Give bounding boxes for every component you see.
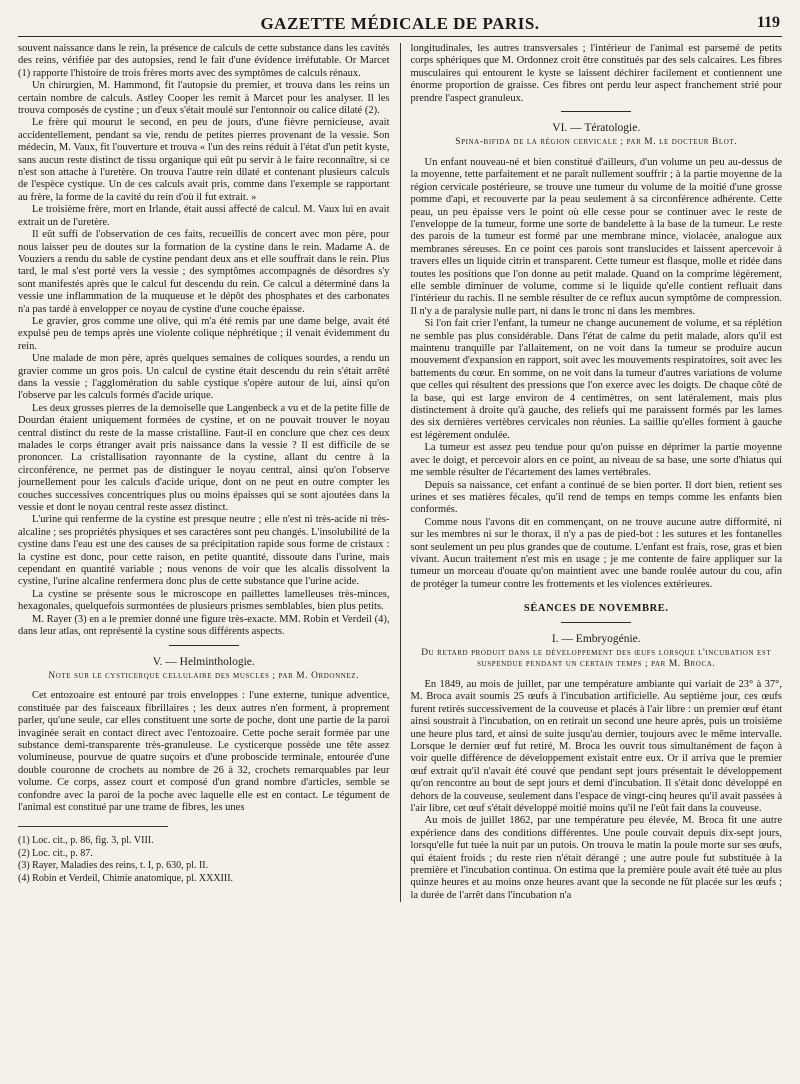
paragraph: Un chirurgien, M. Hammond, fit l'autopsie du premier, et trouva dans les reins un certain nombre de calculs. Astley Cooper les remit à Marcet pour les analyser. Il les trouva composés de cystine ; un d'eux s'était moulé sur l'entonnoir ou calice dilaté (2). [18, 80, 390, 117]
right-column [400, 43, 783, 902]
section-heading: VI. — Tératologie. [552, 122, 641, 135]
paragraph: Si l'on fait crier l'enfant, la tumeur ne change aucunement de volume, et sa réplétion ne semble pas plus considérable. Dans l'état de calme du petit malade, alors qu'il est maintenu tranquille par l'allaitement, on ne voit dans la tumeur se produire aucun mouvement d'expansion en rapport, soit avec les mouvements respiratoires, soit avec les battements du cœur. En somme, on ne voit dans la tumeur d'autres variations de volume que celles qui résultent des pressions que l'on exerce avec les doigts. De chaque côté de la base, qui est large environ de 4 centimètres, on sent latéralement, mais plus distinctement à droite qu'à gauche, des reliefs qui me paraissent formés par les lames des six dernières vertèbres cervicales non réunies. La saillie qu'elles forment à gauche est légèrement ondulée. [410, 318, 782, 441]
paragraph: Le frère qui mourut le second, en peu de jours, d'une fièvre pernicieuse, avait accidentellement, pendant sa vie, rendu de petites pierres provenant de la vessie. Son médecin, M. Vaux, fit l'ouverture et trouva « l'un des reins réduit à l'état d'un petit kyste, sans aucun reste distinct de tissu organique qui eût pu servir à le faire reconnaître, si ce n'est son attache à l'uretère. On trouva l'autre rein dilaté et contenant plusieurs calculs de l'espèce cystique. Un de ces calculs avait pris, comme dans l'exemple se rapportant au frère, la forme de la cavité du rein d'où il fut extrait. » [18, 117, 390, 203]
footnote: (1) Loc. cit., p. 86, fig. 3, pl. VIII. [18, 835, 154, 847]
section-heading: V. — Helminthologie. [152, 655, 255, 668]
page-header [18, 12, 782, 37]
paragraph: La cystine se présente sous le microscope en paillettes lamelleuses très-minces, hexagonales, quelquefois surmontées de plusieurs prismes semblables, bien plus petits. [18, 588, 390, 613]
section-divider [561, 622, 631, 623]
page-number: 119 [756, 14, 780, 31]
two-column-body [18, 43, 782, 902]
paragraph: L'urine qui renferme de la cystine est presque neutre ; elle n'est ni très-acide ni très-alcaline ; ses propriétés physiques et ses caractères sont peu changés. L'insolubilité de la cystine dans l'eau est une des causes de sa précipitation rapide sous forme de cristaux : la cystine est donc, pour cette raison, en petite quantité, dissoute dans l'urine, mais cependant en quantité variable ; nous venons de voir que les alcalis dissolvent la cystine, l'urine alcaline renfermera donc plus de cette substance que l'urine acide. [18, 514, 390, 588]
paragraph: Une malade de mon père, après quelques semaines de coliques sourdes, a rendu un gravier comme un gros pois. Un calcul de cystine était descendu du rein s'était arrêté dans la vessie ; l'agglomération du sable cystique s'opère autour de lui, ainsi qu'on l'observe par les calculs formés d'acide urique. [18, 353, 390, 402]
article-title: Du retard produit dans le développement des œufs lorsque l'incubation est suspendue pendant un certain temps ; par M. Broca. [421, 647, 772, 670]
paragraph: Les deux grosses pierres de la demoiselle que Langenbeck a vu et de la petite fille de Dourdan étaient uniquement formées de cystine, et on ne pouvait trouver le noyau central distinct du reste de la masse cristalline. Faut-il en conclure que chez ces deux malades le corps étranger avait pris naissance dans la vessie ? Il est difficile de se prononcer. La cristallisation rayonnante de la cystine, allant du centre à la circonférence, ne permet pas de distinguer le noyau central, ainsi qu'on l'observe journellement pour les calculs d'acide urique, dont on ne peut en outre compter les couches successives concentriques plus ou moins épaisses qui se sont ajoutées dans la vessie et dont le noyau central reste assez distinct. [18, 402, 390, 514]
section-heading: I. — Embryogénie. [551, 632, 641, 645]
paragraph: Un enfant nouveau-né et bien constitué d'ailleurs, d'un volume un peu au-dessus de la moyenne, tette parfaitement et ne paraît nullement souffrir ; à la partie moyenne de la région cervicale postérieure, se trouve une tumeur du volume de la moitié d'une grosse pomme d'api, et recouverte par la peau seulement à sa circonférence adhérente. Cette peau, un peu épaisse vers le point où elle cesse pour se continuer avec le reste de l'enveloppe de la tumeur, forme une sorte de bandelette à la base de la tumeur. Le reste des parois de la tumeur est formé par une membrane mince, violacée, analogue aux membranes séreuses. En ce point ces parois sont translucides et laissent apercevoir à travers elles un liquide citrin et transparent. Cette tumeur est flasque, molle et ridée dans toutes les positions que l'on donne au petit malade. Quand on la comprime légèrement, elle semble diminuer de volume, comme si le liquide qu'elle contient refluait dans l'intérieur du rachis. Il ne semble résulter de ce reflux aucun symptôme de compression. Il n'y a de paralysie nulle part, ni dans le tronc ni dans les membres. [410, 156, 782, 317]
paragraph: Au mois de juillet 1862, par une température peu élevée, M. Broca fit une autre expérience dans des conditions différentes. Une poule couvait depuis dix-sept jours, lorsqu'elle fut tuée la nuit par un putois. On trouva le matin la poule morte sur ses œufs, qui étaient froids ; du reste rien n'était dérangé ; une autre poule fut substituée à la première et l'incubation continua. On estima que la première poule avait été tuée au plus quinze heures et au moins onze heures avant que la seconde ne fût placée sur les œufs ; la durée de l'arrêt dans l'incubation n'a [410, 815, 782, 901]
article-title: Note sur le cysticerque cellulaire des muscles ; par M. Ordonnez. [48, 670, 360, 681]
paragraph: Le gravier, gros comme une olive, qui m'a été remis par une dame belge, avait été expulsé peu de temps après une violente colique néphrétique ; il venait évidemment du rein. [18, 315, 390, 352]
footnote: (2) Loc. cit., p. 87. [18, 847, 93, 859]
journal-title: GAZETTE MÉDICALE DE PARIS. [260, 14, 540, 33]
paragraph: souvent naissance dans le rein, la présence de calculs de cette substance dans les cavités des reins, vérifiée par des autopsies, rend le fait d'une évidence irréfutable. Or Marcet (1) rapporte l'histoire de trois frères morts avec des symptômes de calculs rénaux. [18, 43, 390, 79]
paragraph: Comme nous l'avons dit en commençant, on ne trouve aucune autre difformité, ni sur les membres ni sur le thorax, il n'y a pas de pied-bot : les sutures et les fontanelles sont seulement un peu plus grandes que de coutume. L'enfant est frais, rose, gras et bien vivant. Aucun traitement n'est mis en usage ; je me contente de faire appliquer sur la tumeur un morceau d'ouate qu'on maintient avec une bande roulée autour du cou, afin de protéger la tumeur contre les frottements et les violences extérieures. [410, 516, 782, 590]
session-heading: SÉANCES DE NOVEMBRE. [523, 603, 669, 615]
paragraph: La tumeur est assez peu tendue pour qu'on puisse en déprimer la partie moyenne avec le doigt, et percevoir alors en ce point, au niveau de sa base, une sorte d'hiatus qui me semble résulter de l'écartement des lames vertébrales. [410, 442, 782, 479]
footnotes [18, 835, 390, 885]
paragraph: Il eût suffi de l'observation de ces faits, recueillis de concert avec mon père, pour nous laisser peu de doutes sur la formation de la cystine dans le rein. Madame A. de Vouziers a rendu du sable de cystine pendant deux ans et elle souffrait dans le rein. Plus tard, le mal s'est porté vers la vessie ; des symptômes accompagnés de désordres s'y sont manifestés après que le calcul fut descendu du rein. Ce calcul a déterminé dans la vessie une inflammation de la muqueuse et le dépôt des phosphates et des carbonates n'a pas tardé à envelopper ce noyau de cystine d'une couche épaisse. [18, 229, 390, 315]
paragraph: En 1849, au mois de juillet, par une température ambiante qui variait de 23° à 37°, M. Broca avait soumis 25 œufs à l'incubation artificielle. Au septième jour, ces œufs furent retirés successivement de la couveuse et placés à l'air libre : un premier œuf étant ainsi soustrait à l'incubation, on en retirait un second une heure après, puis un troisième une heure plus tard, et ainsi de suite jusqu'au dernier, toujours avec le même intervalle. Lorsque le dernier œuf fut retiré, M. Broca les ouvrit tous simultanément de façon à voir quelle différence de développement existait entre eux. Or il arriva que le premier œuf extrait qu'il n'avait été couvé que pendant sept jours présentait le développement qu'on rencontre au bout de sept jours et demi d'incubation. Il s'était donc développé en dehors de la couveuse, seulement dans l'espace de vingt-cinq heures qu'il avait passées à l'air libre, cet œuf s'était développé moitié moins qu'il ne l'eût fait dans la couveuse. [410, 678, 782, 815]
footnote: (4) Robin et Verdeil, Chimie anatomique, pl. XXXIII. [18, 872, 234, 884]
footnote: (3) Rayer, Maladies des reins, t. I, p. 630, pl. II. [18, 860, 209, 872]
paragraph: Depuis sa naissance, cet enfant a continué de se bien porter. Il dort bien, retient ses urines et ses matières fécales, qu'il rend de temps en temps comme les enfants bien conformés. [410, 479, 782, 516]
paragraph: Le troisième frère, mort en Irlande, était aussi affecté de calcul. M. Vaux lui en avait extrait un de l'uretère. [18, 204, 390, 228]
paragraph: Cet entozoaire est entouré par trois enveloppes : l'une externe, tunique adventice, constituée par des faisceaux fibrillaires ; les deux autres n'en forment, à proprement parler, qu'une seule, car elles constituent une sorte de poche, dont une partie de la paroi invaginée serait en contact direct avec l'entozoaire. Cette poche serait formée par une substance demi-transparente très-granuleuse. Le cysticerque possède une tête assez volumineuse, pourvue de quatre suçoirs et d'une proboscide terminale, entourée d'une double couronne de crochets au nombre de 26 à 32, crochets remarquables par leur volume. Ce corps, assez court et composé d'un grand nombre d'articles, semble se confondre avec la paroi de la poche avec laquelle elle est en contact. Le tégument de l'animal est constitué par une trame de fibres, les unes [18, 690, 390, 814]
section-divider [169, 645, 239, 646]
paragraph: longitudinales, les autres transversales ; l'intérieur de l'animal est parsemé de petits corps sphériques que M. Ordonnez croit être constitués par des sels calcaires. Les fibres musculaires qui entourent le kyste se laissent déchirer facilement et contiennent une énorme proportion de graisse. Ces fibres ont perdu leur aspect franchement strié pour prendre l'aspect granuleux. [410, 43, 782, 104]
left-column [18, 43, 400, 902]
section-divider [561, 111, 631, 112]
footnote-rule [18, 826, 168, 831]
article-title: Spina-bifida de la région cervicale ; par M. le docteur Blot. [455, 137, 738, 148]
paragraph: M. Rayer (3) en a le premier donné une figure très-exacte. MM. Robin et Verdeil (4), dans leur atlas, ont représenté la cystine sous différents aspects. [18, 613, 390, 638]
